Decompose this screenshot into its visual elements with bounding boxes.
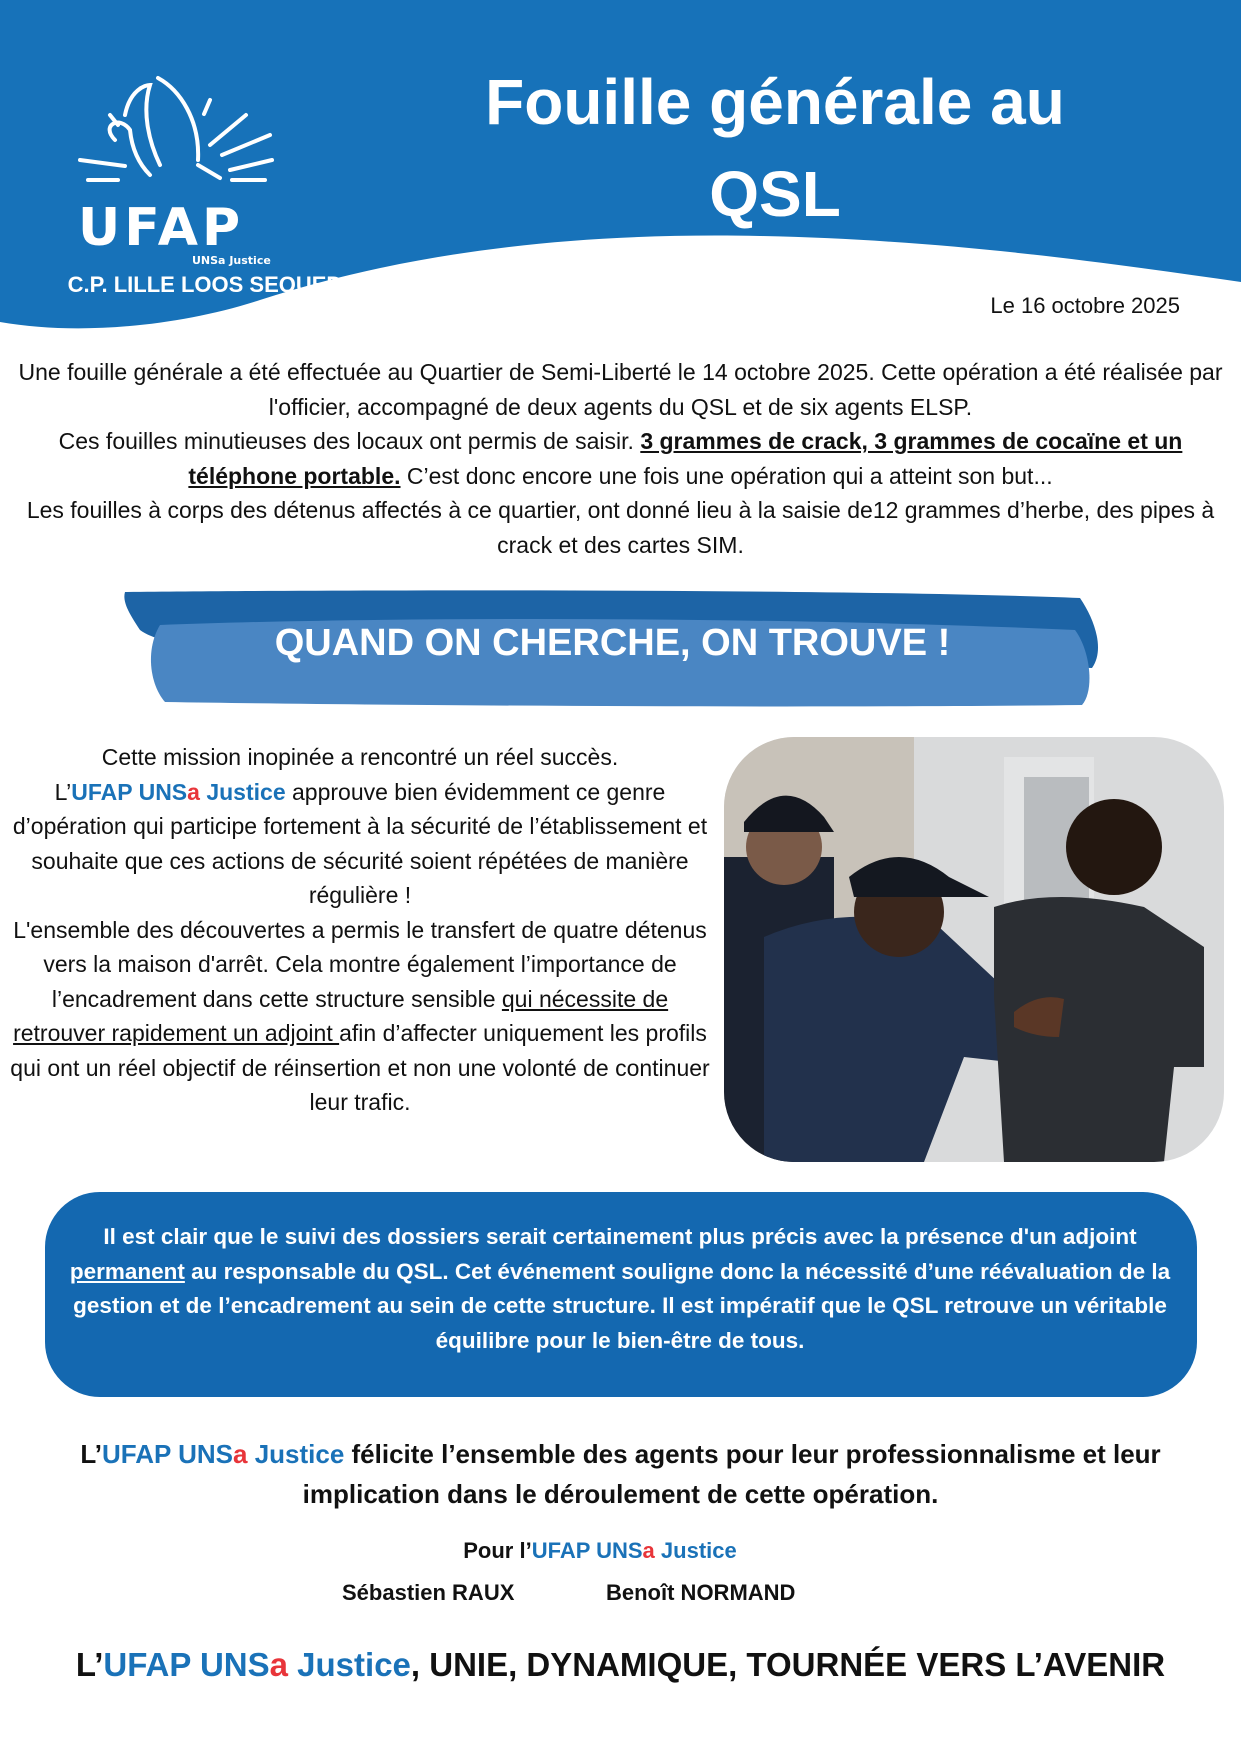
title-line-1: Fouille générale au — [485, 66, 1065, 138]
brand-a: a — [233, 1439, 248, 1469]
document-date: Le 16 octobre 2025 — [990, 293, 1180, 318]
callout-end: au responsable du QSL. Cet événement souligne donc la nécessité d’une réévaluation de la gestion et de l’encadrement au sein de cette structure. Il est impératif que le QSL retrouve un véritable équilibre pour le bien-être de tous. — [73, 1258, 1171, 1353]
callout-permanent: permanent — [69, 1258, 185, 1284]
brand-justice: Justice — [288, 1646, 411, 1683]
signatory-2: Benoît NORMAND — [606, 1580, 796, 1605]
intro-p3: Les fouilles à corps des détenus affectés à ce quartier, ont donné lieu à la saisie de12 grammes d’herbe, des pipes à crack et des cartes SIM. — [26, 497, 1215, 558]
brand-justice: Justice — [247, 1439, 345, 1469]
slogan-rest: , UNIE, DYNAMIQUE, TOURNÉE VERS L’AVENIR — [410, 1646, 1166, 1683]
brand-a: a — [187, 778, 200, 805]
brand-a: a — [269, 1646, 288, 1683]
signature-heading — [300, 1538, 900, 1564]
banner-title: QUAND ON CHERCHE, ON TROUVE ! — [274, 622, 951, 664]
page-title — [420, 56, 1130, 240]
intro-p1: Une fouille générale a été effectuée au Quartier de Semi-Liberté le 14 octobre 2025. Cette opération a été réalisée par l'officier, accompagné de deux agents du QSL et de six agents ELSP. — [18, 359, 1223, 420]
l-prefix: L’ — [54, 778, 72, 805]
title-line-2: QSL — [709, 158, 841, 230]
mission-p3-end: afin d’affecter uniquement les profils qui ont un réel objectif de réinsertion et non une volonté de continuer leur trafic. — [10, 1020, 710, 1115]
brand-justice: Justice — [654, 1538, 737, 1563]
intro-paragraph — [14, 355, 1227, 562]
congrats-rest: félicite l’ensemble des agents pour leur professionnalisme et leur implication dans le déroulement de cette opération. — [302, 1439, 1161, 1509]
seized-items: 3 grammes de crack, 3 grammes de cocaïne et un téléphone portable. — [188, 428, 1183, 489]
brand-a: a — [642, 1538, 655, 1563]
site-name: C.P. LILLE LOOS SEQUEDIN — [67, 272, 365, 297]
intro-p2-end: C’est donc encore une fois une opération qui a atteint son but... — [400, 462, 1053, 489]
mission-p2-rest: approuve bien évidemment ce genre d’opération qui participe fortement à la sécurité de l’établissement et souhaite que ces actions de sécurité soient répétées de manière régulière ! — [12, 778, 708, 908]
slogan — [20, 1646, 1221, 1684]
callout-text — [60, 1220, 1180, 1358]
mission-line-1: Cette mission inopinée a rencontré un réel succès. — [101, 744, 619, 770]
mission-p2 — [10, 775, 710, 913]
brand-ufap: UFAP UNS — [103, 1646, 270, 1683]
callout-start: Il est clair que le suivi des dossiers serait certainement plus précis avec la présence d'un adjoint — [103, 1224, 1137, 1249]
l-prefix: L’ — [80, 1439, 102, 1469]
brand-ufap: UFAP UNS — [102, 1439, 233, 1469]
intro-p2-start: Ces fouilles minutieuses des locaux ont permis de saisir. — [58, 428, 641, 454]
brand-justice: Justice — [199, 778, 286, 805]
mission-p3-start: L'ensemble des découvertes a permis le transfert de quatre détenus vers la maison d'arrêt. Cela montre également l’importance de l’encadrement dans cette structure sensible — [13, 916, 707, 1012]
brand-ufap: UFAP UNS — [71, 778, 188, 805]
pour-prefix: Pour l’ — [463, 1538, 532, 1563]
signatory-1: Sébastien RAUX — [342, 1580, 515, 1605]
search-photo — [724, 737, 1224, 1162]
mission-p3-underlined: qui nécessite de retrouver rapidement un adjoint — [13, 985, 669, 1046]
logo-subtitle: UNSa Justice — [192, 254, 271, 267]
mission-paragraph — [10, 740, 710, 1120]
congratulations — [30, 1434, 1211, 1514]
l-prefix: L’ — [75, 1646, 104, 1683]
logo-text: UFAP — [78, 198, 245, 258]
mission-p3 — [10, 913, 710, 1120]
brand-ufap: UFAP UNS — [531, 1538, 643, 1563]
intro-p2 — [14, 424, 1227, 493]
photo-search-scene-icon — [724, 737, 1224, 1162]
